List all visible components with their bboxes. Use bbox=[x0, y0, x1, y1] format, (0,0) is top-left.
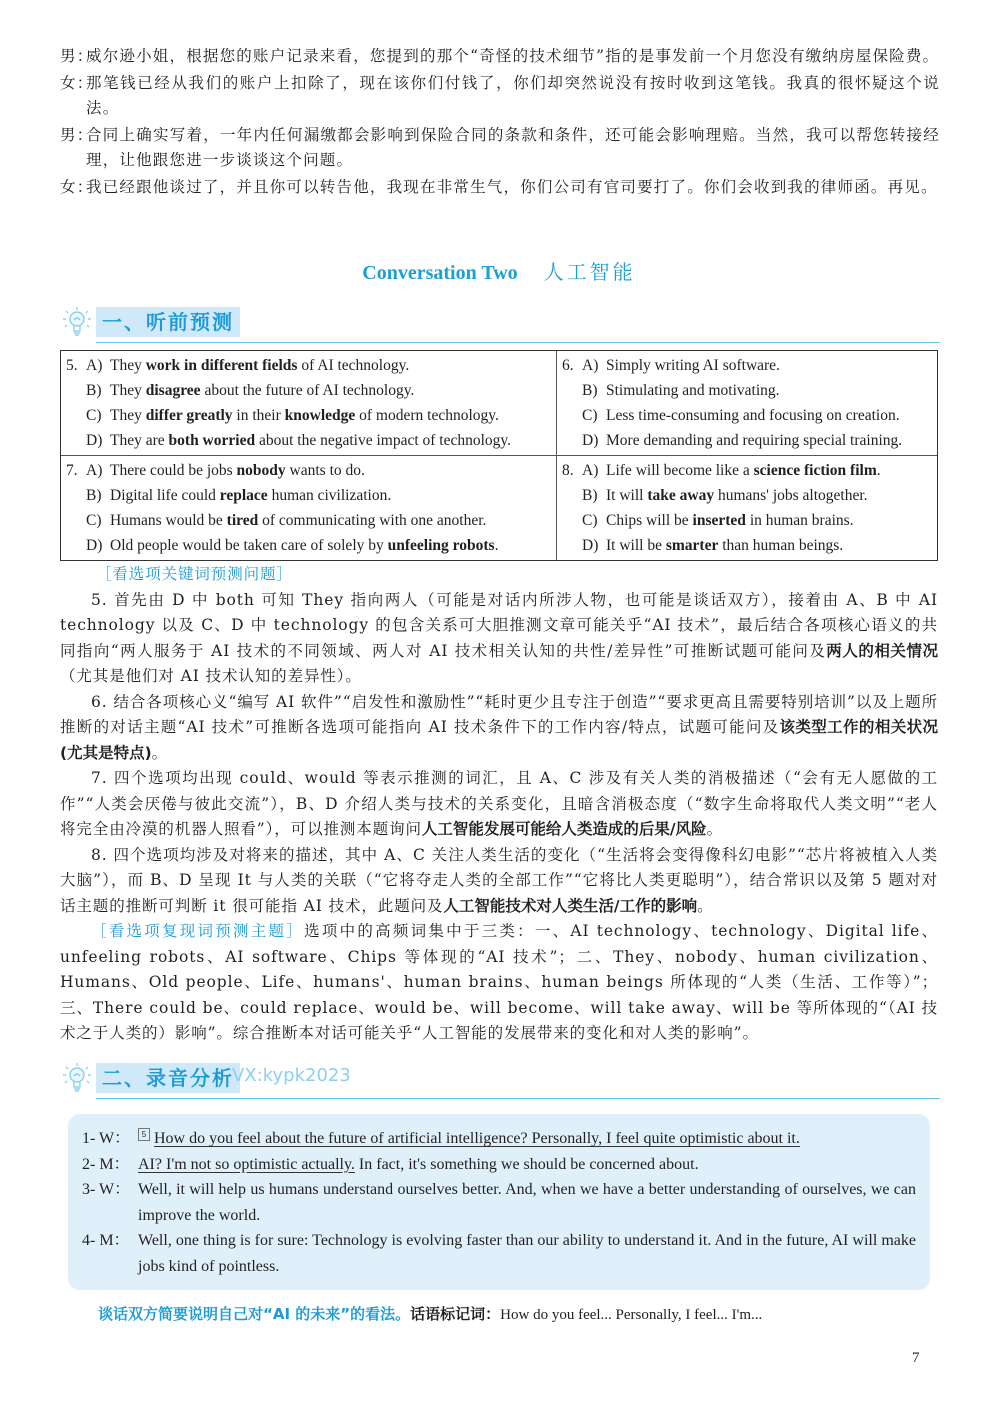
section-divider bbox=[96, 1098, 940, 1100]
analysis-paragraph-q8: 8. 四个选项均涉及对将来的描述，其中 A、C 关注人类生活的变化（“生活将会变得像科幻电影”“芯片将被植入人类大脑”），而 B、D 呈现 It 与人类的关联（“它将夺走人类的全部工作”“它将比人类更聪明”），结合常识以及第 5 题对对话主题的推断可判断 it 很可能指 AI 技术，此题问及人工智能技术对人类生活/工作的影响。 bbox=[60, 845, 938, 915]
option-item bbox=[66, 458, 550, 483]
transcript-line: 2- M： AI? I'm not so optimistic actually. In fact, it's something we should be concerned about. bbox=[82, 1152, 916, 1178]
conversation-title-cn: 人工智能 bbox=[543, 260, 636, 284]
option-item bbox=[562, 378, 931, 403]
analysis-heading-keywords: ［看选项关键词预测问题］ bbox=[96, 565, 293, 583]
question-number bbox=[66, 483, 86, 508]
analysis-paragraph-q6: 6. 结合各项核心义“编写 AI 软件”“启发性和激励性”“耗时更少且专注于创造”“要求更高且需要特别培训”以及上题所推断的对话主题“AI 技术”可推断各选项可能指向 AI 技术条件下的工作内容/特点，试题可能问及该类型工作的相关状况(尤其是特点)。 bbox=[60, 692, 938, 762]
speaker-label: 女： bbox=[60, 178, 94, 196]
line-speaker: 1- W： bbox=[82, 1130, 131, 1147]
section-heading-prediction bbox=[60, 305, 940, 339]
option-item bbox=[562, 533, 931, 558]
option-letter: C) bbox=[86, 407, 102, 424]
transcript-box bbox=[68, 1114, 930, 1290]
section-heading-recording bbox=[60, 1061, 940, 1095]
option-text: Life will become like a science fiction film. bbox=[606, 462, 881, 479]
option-item bbox=[66, 533, 550, 558]
option-text: They work in different fields of AI technology. bbox=[110, 357, 410, 374]
question-number: 8. bbox=[562, 462, 574, 479]
option-letter: B) bbox=[582, 382, 598, 399]
question-number bbox=[66, 508, 86, 533]
option-text: Humans would be tired of communicating with one another. bbox=[110, 512, 487, 529]
section-divider bbox=[96, 342, 940, 344]
question-cell bbox=[557, 351, 937, 455]
analysis-paragraph-q7: 7. 四个选项均出现 could、would 等表示推测的词汇，且 A、C 涉及有关人类的消极描述（“会有无人愿做的工作”“人类会厌倦与彼此交流”），B、D 介绍人类与技术的关系变化，且暗含消极态度（“数字生命将取代人类文明”“老人将完全由冷漠的机器人照看”），可以推测本题询问人工智能发展可能给人类造成的后果/风险。 bbox=[60, 769, 938, 838]
transcript-line: 3- W： Well, it will help us humans understand ourselves better. And, when we have a better understanding of ourselves, we can improve the world. bbox=[82, 1177, 916, 1228]
option-letter: A) bbox=[582, 462, 599, 479]
question-number: 5. bbox=[66, 357, 78, 374]
analysis-heading-theme: ［看选项复现词预测主题］ bbox=[91, 922, 305, 940]
lightbulb-icon bbox=[60, 1061, 94, 1095]
dialogue-line bbox=[60, 71, 940, 121]
dialogue-block bbox=[60, 44, 940, 202]
option-letter: D) bbox=[582, 432, 599, 449]
options-table bbox=[60, 350, 938, 561]
option-item bbox=[562, 483, 931, 508]
option-item bbox=[562, 458, 931, 483]
question-number: 7. bbox=[66, 462, 78, 479]
option-letter: A) bbox=[582, 357, 599, 374]
question-cell bbox=[61, 456, 557, 560]
option-text: Stimulating and motivating. bbox=[606, 382, 780, 399]
conversation-title bbox=[0, 256, 998, 285]
option-letter: D) bbox=[86, 537, 103, 554]
question-number: 6. bbox=[562, 357, 574, 374]
dialogue-line bbox=[60, 123, 940, 173]
dialogue-line bbox=[60, 175, 940, 200]
option-text: They disagree about the future of AI technology. bbox=[110, 382, 415, 399]
analysis-paragraph-q5: 5. 首先由 D 中 both 可知 They 指向两人（可能是对话内所涉人物，也可能是谈话双方），接着由 A、B 中 AI technology 以及 C、D 中 technology 的包含关系可大胆推测文章可能关乎“AI 技术”，最后结合各项核心语义的共同指向“两人服务于 AI 技术的不同领域、两人对 AI 技术相关认知的共性/差异性”可推断试题可能问及两人的相关情况（尤其是他们对 AI 技术认知的差异性）。 bbox=[60, 590, 938, 685]
watermark-text: VX:kypk2023 bbox=[232, 1065, 351, 1086]
line-speaker: 3- W： bbox=[82, 1181, 131, 1198]
question-number bbox=[66, 533, 86, 558]
option-letter: B) bbox=[86, 382, 102, 399]
option-letter: A) bbox=[86, 462, 103, 479]
option-letter: C) bbox=[582, 407, 598, 424]
option-text: Old people would be taken care of solely by unfeeling robots. bbox=[110, 537, 499, 554]
option-item bbox=[66, 353, 550, 378]
analysis-paragraph-theme: ［看选项复现词预测主题］选项中的高频词集中于三类：一、AI technology、technology、Digital life、unfeeling robots、AI software、Chips 等体现的“AI 技术”；二、They、nobody、human civilization、Humans、Old people、Life、humans'、human brains、human beings 所体现的“人类（生活、工作等）”；三、There could be、could replace、would be、will become、will take away、will be 等所体现的“（AI 技术之于人类的）影响”。综合推断本对话可能关乎“人工智能的发展带来的变化和对人类的影响”。 bbox=[60, 922, 938, 1042]
lightbulb-icon bbox=[60, 305, 94, 339]
line-speaker: 2- M： bbox=[82, 1155, 130, 1173]
dialogue-text: 我已经跟他谈过了，并且你可以转告他，我现在非常生气，你们公司有官司要打了。你们会收到我的律师函。再见。 bbox=[86, 178, 938, 196]
question-number bbox=[562, 508, 582, 533]
summary-note: 谈话双方简要说明自己对“AI 的未来”的看法。 bbox=[98, 1305, 411, 1323]
option-text: More demanding and requiring special training. bbox=[606, 432, 903, 449]
options-row bbox=[61, 351, 937, 455]
option-text: It will be smarter than human beings. bbox=[606, 537, 844, 554]
question-number bbox=[66, 428, 86, 453]
option-item bbox=[562, 403, 931, 428]
option-text: There could be jobs nobody wants to do. bbox=[110, 462, 365, 479]
conversation-title-en: Conversation Two bbox=[362, 262, 518, 284]
option-text: They differ greatly in their knowledge of modern technology. bbox=[110, 407, 499, 424]
option-letter: A) bbox=[86, 357, 103, 374]
analysis-block bbox=[60, 562, 938, 1047]
dialogue-line bbox=[60, 44, 940, 69]
option-text: Simply writing AI software. bbox=[606, 357, 780, 374]
question-number bbox=[66, 378, 86, 403]
section-label: 二、录音分析 bbox=[96, 1063, 240, 1093]
dialogue-text: 那笔钱已经从我们的账户上扣除了，现在该你们付钱了，你们却突然说没有按时收到这笔钱。我真的很怀疑这个说法。 bbox=[86, 74, 940, 117]
option-letter: D) bbox=[582, 537, 599, 554]
speaker-label: 男： bbox=[60, 47, 94, 65]
line-speaker: 4- M： bbox=[82, 1232, 130, 1249]
question-marker-icon: 5 bbox=[138, 1128, 150, 1141]
option-letter: B) bbox=[582, 487, 598, 504]
question-number bbox=[562, 378, 582, 403]
option-letter: C) bbox=[86, 512, 102, 529]
key-sentence: How do you feel about the future of artificial intelligence? Personally, I feel quite optimistic about it. bbox=[154, 1130, 800, 1147]
question-number bbox=[562, 428, 582, 453]
option-item bbox=[562, 353, 931, 378]
option-item bbox=[562, 428, 931, 453]
option-text: Less time-consuming and focusing on creation. bbox=[606, 407, 900, 424]
option-item bbox=[66, 508, 550, 533]
speaker-label: 女： bbox=[60, 74, 94, 92]
option-letter: D) bbox=[86, 432, 103, 449]
option-letter: C) bbox=[582, 512, 598, 529]
option-item bbox=[66, 483, 550, 508]
key-sentence: AI? I'm not so optimistic actually. bbox=[138, 1155, 355, 1173]
question-number bbox=[562, 483, 582, 508]
dialogue-text: 合同上确实写着，一年内任何漏缴都会影响到保险合同的条款和条件，还可能会影响理赔。当然，我可以帮您转接经理，让他跟您进一步谈谈这个问题。 bbox=[86, 126, 940, 169]
dialogue-text: 威尔逊小姐，根据您的账户记录来看，您提到的那个“奇怪的技术细节”指的是事发前一个月您没有缴纳房屋保险费。 bbox=[86, 47, 940, 65]
option-item bbox=[562, 508, 931, 533]
transcript-line: 4- M： Well, one thing is for sure: Technology is evolving faster than our ability to understand it. And in the future, AI will make jobs kind of pointless. bbox=[82, 1228, 916, 1279]
options-row bbox=[61, 455, 937, 560]
option-text: It will take away humans' jobs altogether. bbox=[606, 487, 868, 504]
summary-line bbox=[98, 1302, 938, 1327]
speaker-label: 男： bbox=[60, 126, 94, 144]
question-cell bbox=[61, 351, 557, 455]
question-cell bbox=[557, 456, 937, 560]
option-item bbox=[66, 403, 550, 428]
option-text: Chips will be inserted in human brains. bbox=[606, 512, 854, 529]
option-item bbox=[66, 378, 550, 403]
discourse-markers: How do you feel... Personally, I feel... I'm... bbox=[500, 1307, 763, 1323]
option-item bbox=[66, 428, 550, 453]
question-number bbox=[562, 403, 582, 428]
option-letter: B) bbox=[86, 487, 102, 504]
option-text: Digital life could replace human civilization. bbox=[110, 487, 392, 504]
question-number bbox=[66, 403, 86, 428]
option-text: They are both worried about the negative impact of technology. bbox=[110, 432, 512, 449]
transcript-line bbox=[82, 1126, 916, 1152]
page-number: 7 bbox=[912, 1350, 920, 1366]
section-label: 一、听前预测 bbox=[96, 307, 240, 337]
question-number bbox=[562, 533, 582, 558]
discourse-marker-label: 话语标记词： bbox=[410, 1305, 501, 1323]
